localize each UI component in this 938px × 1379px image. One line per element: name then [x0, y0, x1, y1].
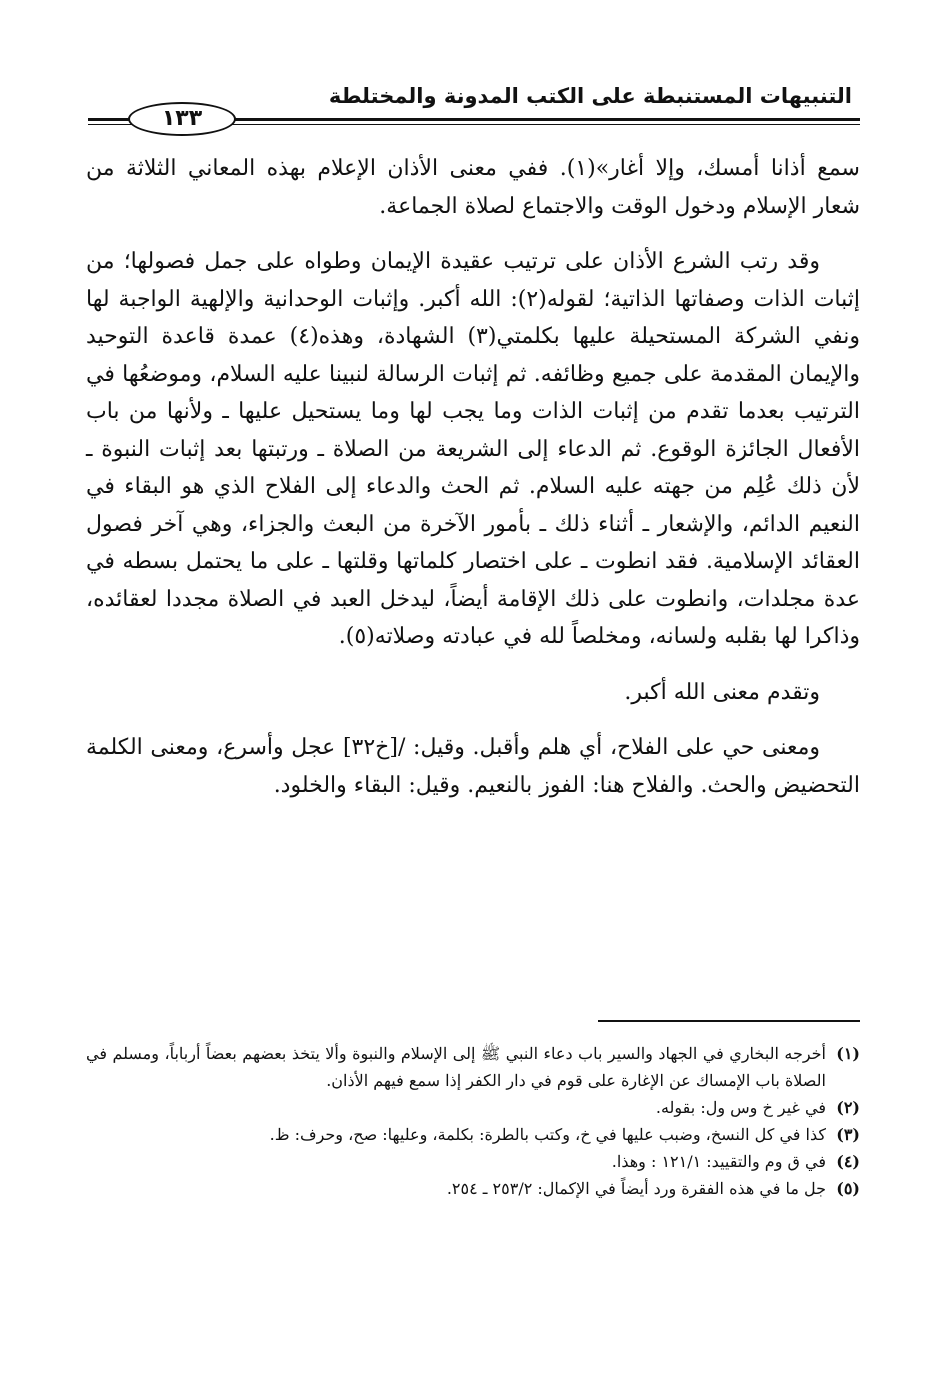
- footnote-5: [86, 1175, 860, 1202]
- footnote-number: (٣): [836, 1125, 860, 1144]
- footnote-4: [86, 1148, 860, 1175]
- page-number: ١٣٣: [128, 102, 236, 136]
- footnote-2: [86, 1094, 860, 1121]
- footnote-text: جل ما في هذه الفقرة ورد أيضاً في الإكمال: ٢٥٣/٢ ـ ٢٥٤.: [446, 1179, 826, 1198]
- footnote-1: [86, 1040, 860, 1094]
- footnote-separator: [598, 1020, 860, 1022]
- paragraph-1: سمع أذانا أمسك، وإلا أغار»(١). ففي معنى الأذان الإعلام بهذه المعاني الثلاثة من شعار الإسلام ودخول الوقت والاجتماع لصلاة الجماعة.: [86, 156, 860, 219]
- footnote-text: في غير خ وس ول: بقوله.: [655, 1098, 826, 1117]
- footnote-text: كذا في كل النسخ، وضبب عليها في خ، وكتب بالطرة: بكلمة، وعليها: صح، وحرف: ظ.: [269, 1125, 826, 1144]
- footnote-number: (٥): [836, 1179, 860, 1198]
- footnote-number: (٢): [836, 1098, 860, 1117]
- paragraph-gap: [86, 656, 860, 674]
- footnote-3: [86, 1121, 860, 1148]
- paragraph-gap: [86, 711, 860, 729]
- paragraph-3: وتقدم معنى الله أكبر.: [624, 679, 820, 705]
- footnote-number: (٤): [836, 1152, 860, 1171]
- footnote-text: أخرجه البخاري في الجهاد والسير باب دعاء النبي ﷺ إلى الإسلام والنبوة وألا يتخذ بعضهم بعضاً أرباباً، ومسلم في الصلاة باب الإمساك عن الإغارة على قوم في دار الكفر إذا سمع فيهم الأذان.: [86, 1044, 826, 1090]
- main-text: [86, 150, 860, 804]
- paragraph-gap: [86, 225, 860, 243]
- paragraph-4: ومعنى حي على الفلاح، أي هلم وأقبل. وقيل: /[خ٣٢] عجل وأسرع، ومعنى الكلمة التحضيض والحث. والفلاح هنا: الفوز بالنعيم. وقيل: البقاء والخلود.: [86, 735, 860, 798]
- footnotes: [86, 1040, 860, 1202]
- running-title: التنبيهات المستنبطة على الكتب المدونة والمختلطة: [328, 84, 852, 108]
- footnote-text: في ق وم والتقييد: ١٢١/١ : وهذا.: [611, 1152, 826, 1171]
- paragraph-2: وقد رتب الشرع الأذان على ترتيب عقيدة الإيمان وطواه على جمل فصولها؛ من إثبات الذات وصفاتها الذاتية؛ لقوله(٢): الله أكبر. وإثبات الوحدانية والإلهية الواجبة لها ونفي الشركة المستحيلة عليها بكلمتي(٣) الشهادة، وهذه(٤) عمدة قاعدة التوحيد والإيمان المقدمة على جميع وظائفه. ثم إثبات الرسالة لنبينا عليه السلام، وموضعُها في الترتيب بعدما تقدم من إثبات الذات وما يجب لها وما يستحيل عليها ـ ولأنها من باب الأفعال الجائزة الوقوع. ثم الدعاء إلى الشريعة من الصلاة ـ ورتبتها بعد إثبات النبوة ـ لأن ذلك عُلِم من جهته عليه السلام. ثم الحث والدعاء إلى الفلاح الذي هو البقاء في النعيم الدائم، والإشعار ـ أثناء ذلك ـ بأمور الآخرة من البعث والجزاء، وهي آخر فصول العقائد الإسلامية. فقد انطوت ـ على اختصار كلماتها وقلتها ـ على ما يحتمل بسطه في عدة مجلدات، وانطوت على ذلك الإقامة أيضاً، ليدخل العبد في الصلاة مجددا لعقائده، وذاكرا لها بقلبه ولسانه، ومخلصاً لله في عبادته وصلاته(٥).: [86, 249, 861, 649]
- footnote-number: (١): [836, 1044, 860, 1063]
